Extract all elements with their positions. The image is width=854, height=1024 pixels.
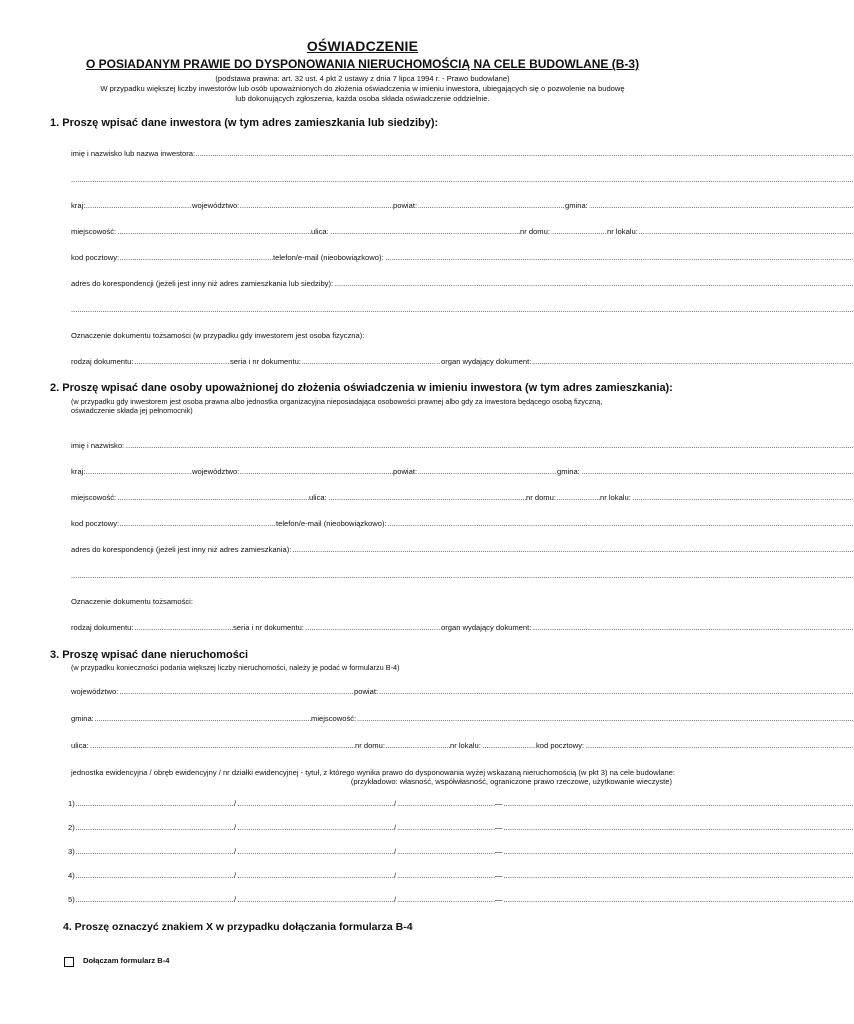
section2-sub-line1: (w przypadku gdy inwestorem jest osoba prawna albo jednostka organizacyjna nieposiadająca osobowości prawnej albo gdy za inwestora będącego osobą fizyczną, [71, 397, 603, 406]
s1-wojewodztwo-label: województwo: [192, 201, 240, 210]
s3-row-number: 3) [68, 847, 75, 856]
s3-gmina-label: gmina: [71, 714, 94, 723]
s3-parcel-row-5[interactable]: ..... 5) / / — [71, 894, 672, 906]
s3-parcel-row-4[interactable]: ..... 4) / / — [71, 870, 672, 882]
s1-kod-row[interactable] [71, 252, 672, 264]
s1-gmina-label: gmina: [565, 201, 588, 210]
attach-b4-label: Dołączam formularz B-4 [83, 956, 170, 965]
s3-wojewodztwo-label: województwo: [71, 687, 119, 696]
s2-powiat-label: powiat: [393, 467, 418, 476]
header-note-line1: W przypadku większej liczby inwestorów lub osób upoważnionych do złożenia oświadczenia w imieniu inwestora, ubiegających się o pozwolenie na budowę [100, 84, 625, 93]
s2-doc-title: Oznaczenie dokumentu tożsamości: [71, 597, 193, 606]
s3-woj-row[interactable] [71, 686, 672, 698]
section1-heading: 1. Proszę wpisać dane inwestora (w tym adres zamieszkania lub siedziby): [50, 117, 439, 129]
s3-row-number: 2) [68, 823, 75, 832]
s2-adres-kor-cont[interactable] [71, 570, 672, 582]
s2-name-field[interactable]: ..... imię i nazwisko: [71, 440, 672, 452]
s3-powiat-label: powiat: [354, 687, 379, 696]
s3-row-number: 5) [68, 895, 75, 904]
s3-row-number: 1) [68, 799, 75, 808]
s2-organ-label: organ wydający dokument: [441, 623, 532, 632]
s2-kod-row[interactable] [71, 518, 672, 530]
s2-miejscowosc-label: miejscowość: [71, 493, 117, 502]
s1-adres-kor-field[interactable]: ..... adres do korespondencji (jeżeli jest inny niż adres zamieszkania lub siedziby): [71, 278, 672, 290]
s1-powiat-label: powiat: [393, 201, 418, 210]
s3-parcel-row-3[interactable]: ..... 3) / / — [71, 846, 672, 858]
legal-basis: (podstawa prawna: art. 32 ust. 4 pkt 2 ustawy z dnia 7 lipca 1994 r. - Prawo budowlane) [215, 74, 510, 83]
s3-parcel-row-2[interactable]: ..... 2) / / — [71, 822, 672, 834]
s1-telefon-label: telefon/e-mail (nieobowiązkowo): [273, 253, 384, 262]
s2-telefon-label: telefon/e-mail (nieobowiązkowo): [276, 519, 387, 528]
section2-sub-line2: oświadczenie składa jej pełnomocnik) [71, 406, 193, 415]
s1-miejscowosc-label: miejscowość: [71, 227, 117, 236]
s1-doc-title: Oznaczenie dokumentu tożsamości (w przypadku gdy inwestorem jest osoba fizyczna): [71, 331, 365, 340]
form-subtitle: O POSIADANYM PRAWIE DO DYSPONOWANIA NIERUCHOMOŚCIĄ NA CELE BUDOWLANE (B-3) [85, 57, 640, 71]
s3-nr-domu-label: nr domu: [355, 741, 385, 750]
s3-ulica-label: ulica: [71, 741, 89, 750]
s2-wojewodztwo-label: województwo: [192, 467, 240, 476]
s3-parcel-header: jednostka ewidencyjna / obręb ewidencyjny / nr działki ewidencyjnej - tytuł, z którego wynika prawo do dysponowania wyżej wskazaną nieruchomością (w pkt 3) na cele budowlane: [71, 768, 676, 777]
s3-ulica-row[interactable] [71, 740, 672, 752]
s1-nr-lokalu-label: nr lokalu: [607, 227, 638, 236]
s3-row-number: 4) [68, 871, 75, 880]
s1-nr-domu-label: nr domu: [520, 227, 550, 236]
s1-miejscowosc-row[interactable] [71, 226, 672, 238]
s2-rodzaj-label: rodzaj dokumentu: [71, 623, 134, 632]
s3-nr-lokalu-label: nr lokalu: [450, 741, 481, 750]
s1-name-field[interactable]: ..... imię i nazwisko lub nazwa inwestora: [71, 148, 672, 160]
s1-ulica-label: ulica: [311, 227, 329, 236]
s1-rodzaj-label: rodzaj dokumentu: [71, 357, 134, 366]
s1-adres-kor-cont[interactable] [71, 304, 672, 316]
s3-parcel-examples: (przykładowo: własność, współwłasność, ograniczone prawo rzeczowe, użytkowanie wieczyste) [350, 777, 672, 786]
s1-name-field-cont[interactable] [71, 174, 672, 186]
s2-kraj-row[interactable] [71, 466, 672, 478]
s3-kod-label: kod pocztowy: [536, 741, 585, 750]
s2-kraj-label: kraj: [71, 467, 86, 476]
s3-gmina-row[interactable] [71, 713, 672, 725]
header-note-line2: lub dokonujących zgłoszenia, każda osoba składa oświadczenie oddzielnie. [235, 94, 490, 103]
section3-heading: 3. Proszę wpisać dane nieruchomości [50, 649, 249, 661]
s2-adres-kor-field[interactable]: ..... adres do korespondencji (jeżeli jest inny niż adres zamieszkania): [71, 544, 672, 556]
section2-heading: 2. Proszę wpisać dane osoby upoważnionej do złożenia oświadczenia w imieniu inwestora (w tym adres zamieszkania): [50, 382, 673, 394]
s3-miejscowosc-label: miejscowość: [311, 714, 357, 723]
s2-kod-label: kod pocztowy: [71, 519, 120, 528]
s2-ulica-label: ulica: [309, 493, 327, 502]
s1-seria-label: seria i nr dokumentu: [230, 357, 301, 366]
section4-heading: 4. Proszę oznaczyć znakiem X w przypadku dołączania formularza B-4 [63, 921, 413, 933]
s3-parcel-row-1[interactable]: ..... 1) / / — [71, 798, 672, 810]
s2-nr-domu-label: nr domu: [526, 493, 556, 502]
s1-kraj-row[interactable] [71, 200, 672, 212]
s2-seria-label: seria i nr dokumentu: [233, 623, 304, 632]
form-title: OŚWIADCZENIE [306, 38, 419, 54]
attach-b4-checkbox[interactable] [64, 957, 74, 967]
s2-nr-lokalu-label: nr lokalu: [600, 493, 631, 502]
s1-kod-label: kod pocztowy: [71, 253, 120, 262]
s2-miejscowosc-row[interactable] [71, 492, 672, 504]
section3-sub: (w przypadku konieczności podania większej liczby nieruchomości, należy je podać w formularzu B-4) [71, 663, 400, 672]
s1-doc-row[interactable] [71, 356, 672, 368]
s1-kraj-label: kraj: [71, 201, 86, 210]
s2-doc-row[interactable] [71, 622, 672, 634]
s2-gmina-label: gmina: [557, 467, 580, 476]
s1-organ-label: organ wydający dokument: [441, 357, 532, 366]
